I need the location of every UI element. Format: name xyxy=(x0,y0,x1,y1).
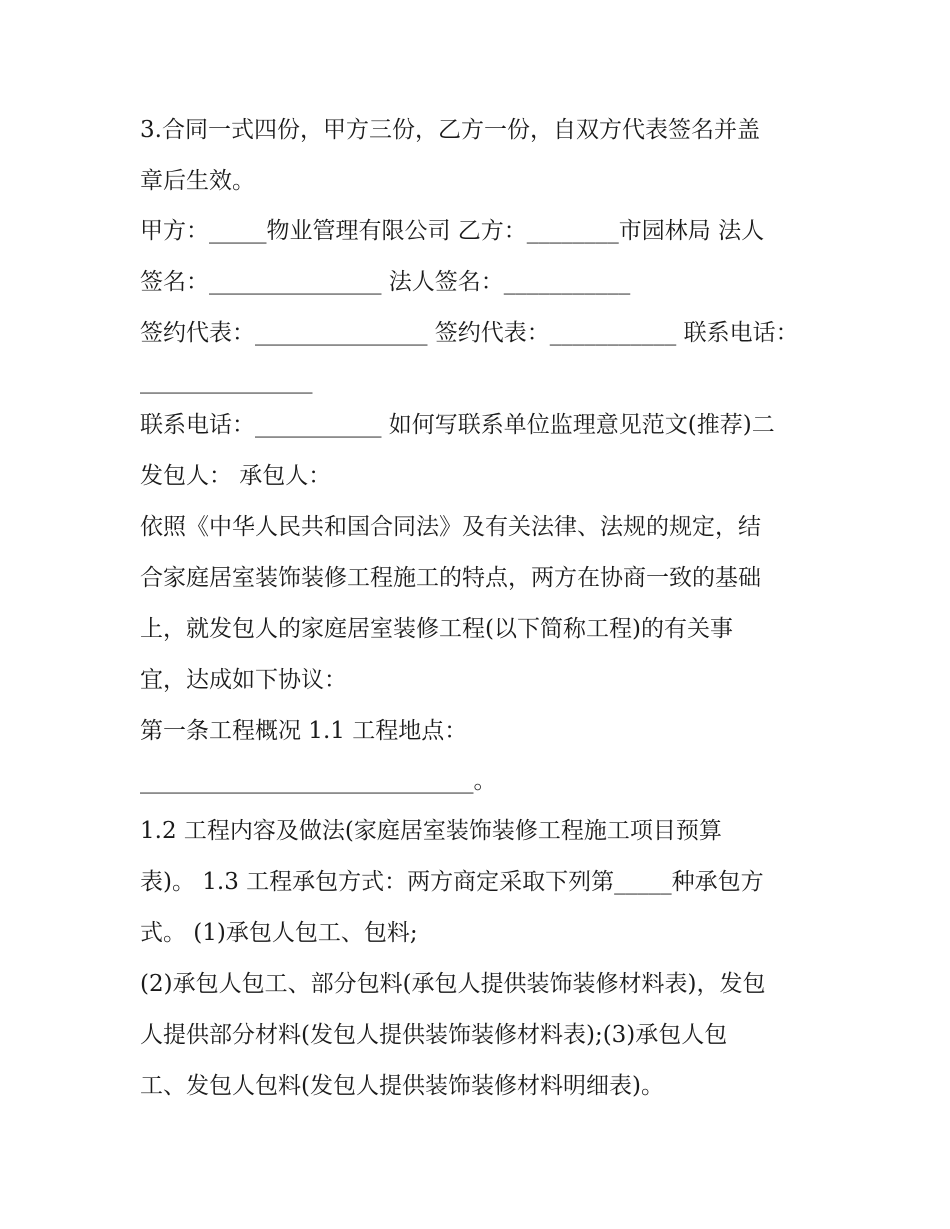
text-line: 第一条工程概况 1.1 工程地点： xyxy=(140,718,468,744)
text-line: (2)承包人包工、部分包料(承包人提供装饰装修材料表)，发包 xyxy=(140,971,766,997)
text-line: 工、发包人包料(发包人提供装饰装修材料明细表)。 xyxy=(140,1073,664,1099)
text-line: 宜，达成如下协议： xyxy=(140,667,347,693)
text-line: 上，就发包人的家庭居室装修工程(以下简称工程)的有关事 xyxy=(140,616,733,642)
text-line: 甲方：_____物业管理有限公司 乙方：________市园林局 法人 xyxy=(140,218,765,244)
text-line: 3.合同一式四份，甲方三份，乙方一份，自双方代表签名并盖 xyxy=(140,117,760,143)
text-line: 合家庭居室装饰装修工程施工的特点，两方在协商一致的基础 xyxy=(140,565,761,591)
text-line: 联系电话：___________ 如何写联系单位监理意见范文(推荐)二 xyxy=(140,412,775,438)
text-line: 章后生效。 xyxy=(140,168,255,194)
text-line: 发包人： 承包人： xyxy=(140,463,332,489)
text-line: 依照《中华人民共和国合同法》及有关法律、法规的规定，结 xyxy=(140,514,761,540)
text-line: 签约代表：_______________ 签约代表：___________ 联系电话： xyxy=(140,320,799,346)
text-line: 人提供部分材料(发包人提供装饰装修材料表);(3)承包人包 xyxy=(140,1022,728,1048)
text-line: 式。 (1)承包人包工、包料; xyxy=(140,920,418,946)
text-line: _______________ xyxy=(140,368,313,394)
text-line: 签名：_______________ 法人签名：___________ xyxy=(140,269,631,295)
text-line: 表)。 1.3 工程承包方式：两方商定采取下列第_____种承包方 xyxy=(140,869,764,895)
text-line: 1.2 工程内容及做法(家庭居室装饰装修工程施工项目预算 xyxy=(140,818,722,844)
text-line: _____________________________。 xyxy=(140,768,497,794)
